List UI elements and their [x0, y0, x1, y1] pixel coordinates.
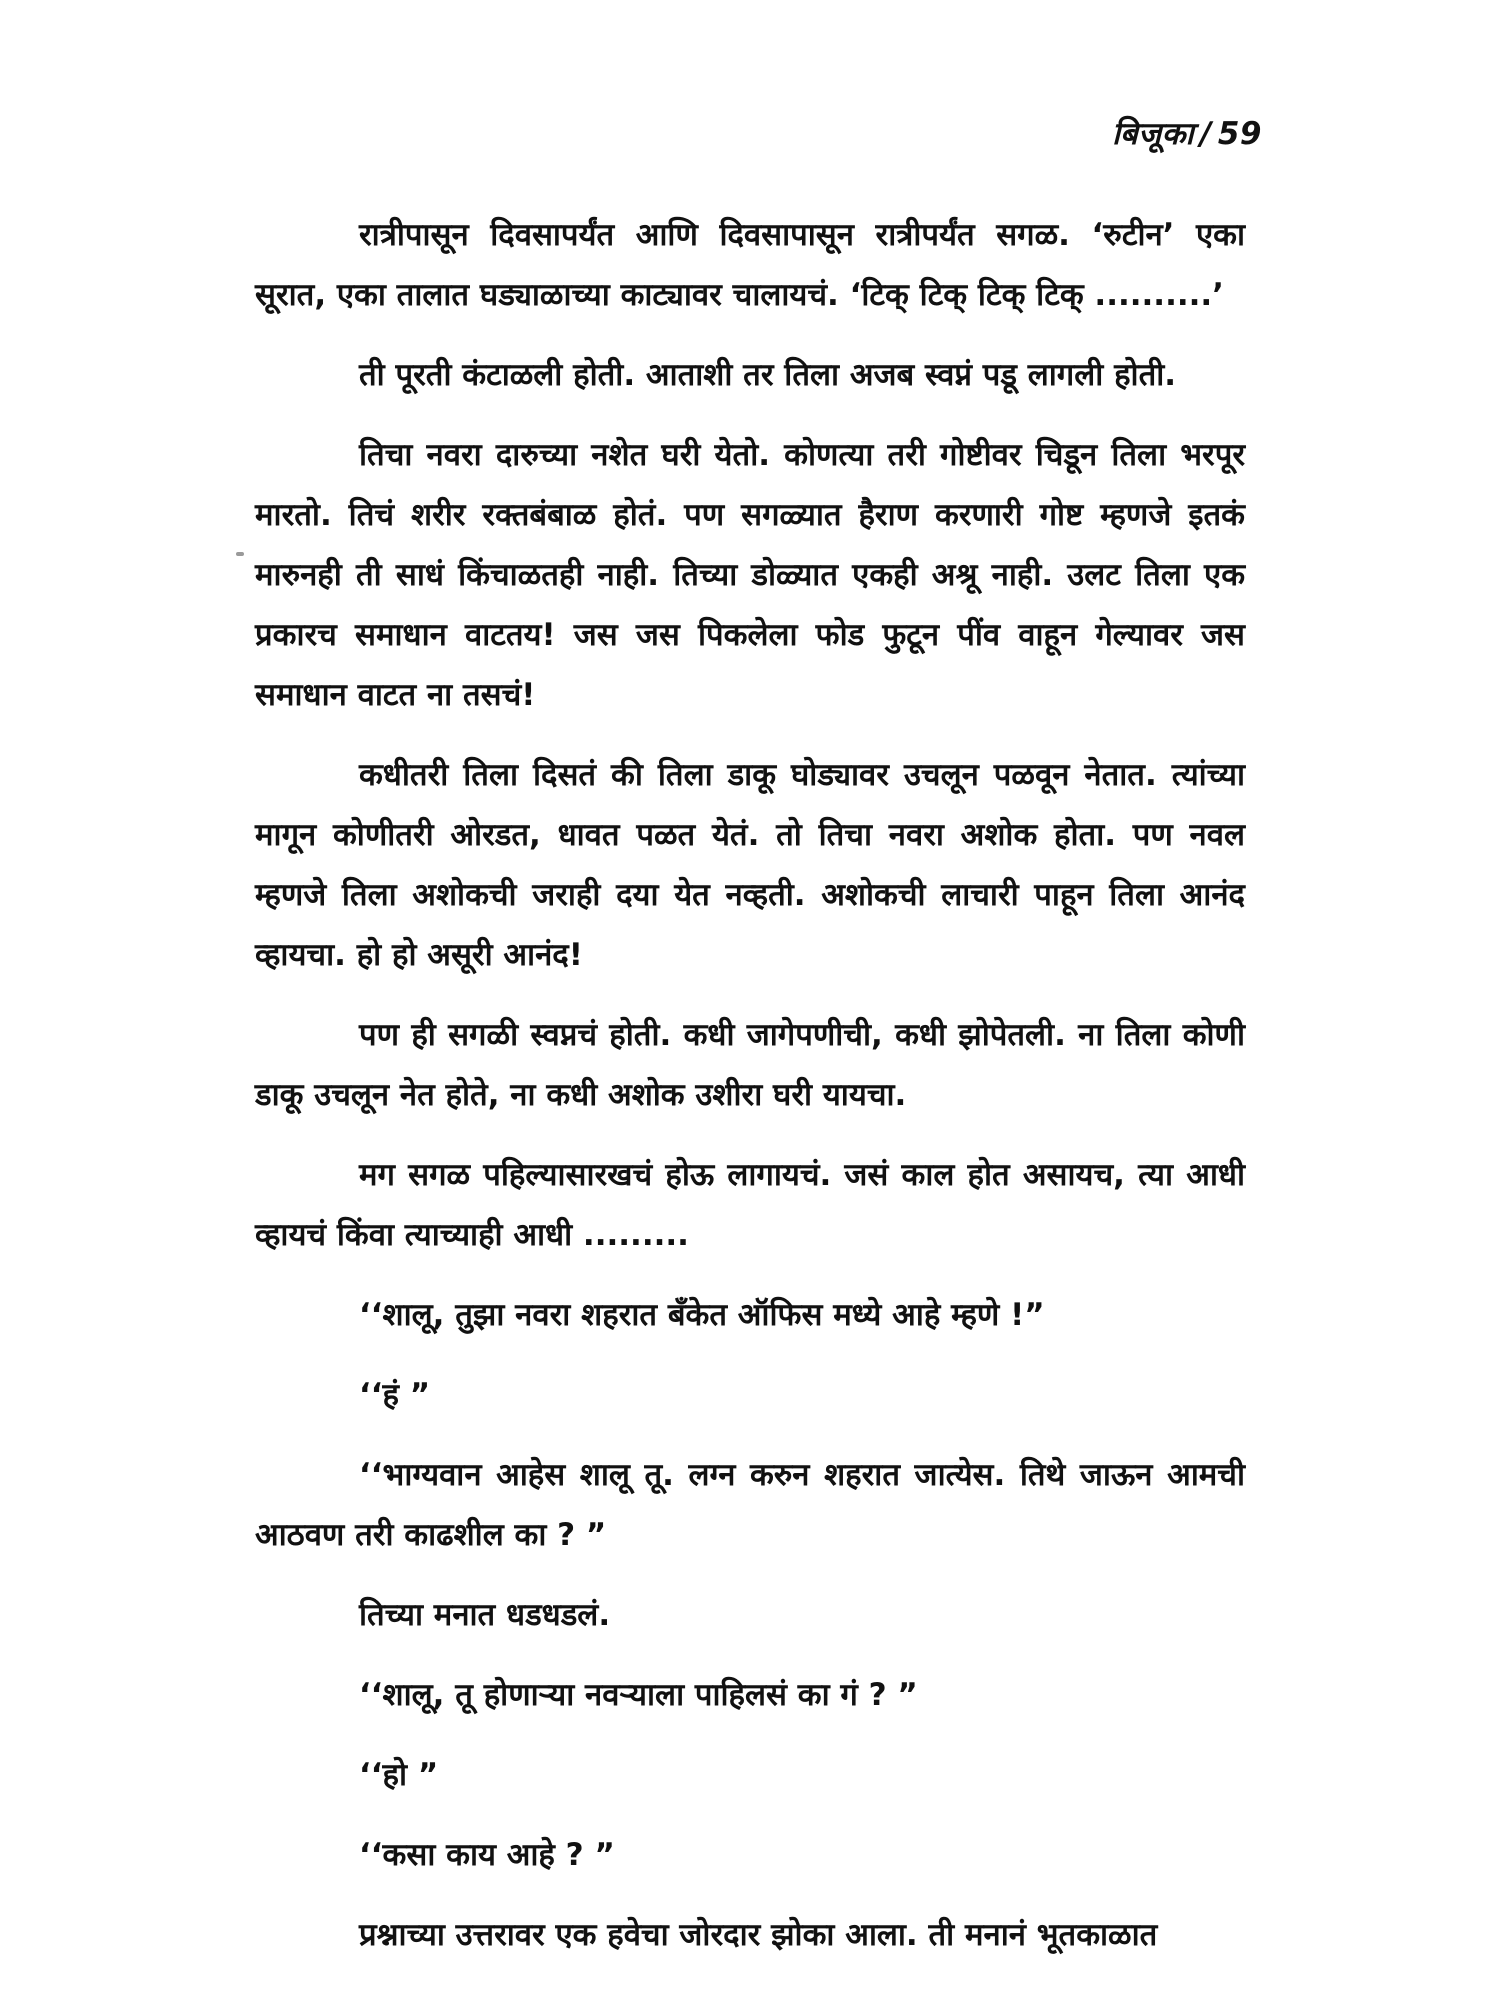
- paragraph-heart-throb: तिच्या मनात धडधडलं.: [359, 1597, 611, 1633]
- dialogue-line: ‘‘शालू, तू होणाऱ्या नवऱ्याला पाहिलसं का गं ? ”: [359, 1677, 918, 1713]
- dialogue-line: ‘‘भाग्यवान आहेस शालू तू. लग्न करुन शहरात जात्येस. तिथे जाऊन आमची आठवण तरी काढशील का ? ”: [255, 1457, 1245, 1553]
- paragraph-only-dreams: पण ही सगळी स्वप्नचं होती. कधी जागेपणीची, कधी झोपेतली. ना तिला कोणी डाकू उचलून नेत होते, ना कधी अशोक उशीरा घरी यायचा.: [255, 1017, 1245, 1113]
- dialogue-line: ‘‘शालू, तुझा नवरा शहरात बँकेत ऑफिस मध्ये आहे म्हणे !”: [359, 1297, 1045, 1333]
- body-text: [255, 205, 1245, 1965]
- paragraph-routine: रात्रीपासून दिवसापर्यंत आणि दिवसापासून रात्रीपर्यंत सगळ. ‘रुटीन’ एका सूरात, एका तालात घड्याळाच्या काट्यावर चालायचं. ‘टिक् टिक् टिक् टिक् ..........’: [255, 217, 1245, 313]
- paragraph-as-before: मग सगळ पहिल्यासारखचं होऊ लागायचं. जसं काल होत असायच, त्या आधी व्हायचं किंवा त्याच्याही आधी .........: [255, 1157, 1245, 1253]
- paragraph-bored: ती पूरती कंटाळली होती. आताशी तर तिला अजब स्वप्नं पडू लागली होती.: [359, 357, 1177, 393]
- paragraph-dream-bandits: कधीतरी तिला दिसतं की तिला डाकू घोड्यावर उचलून पळवून नेतात. त्यांच्या मागून कोणीतरी ओरडत, धावत पळत येतं. तो तिचा नवरा अशोक होता. पण नवल म्हणजे तिला अशोकची जराही दया येत नव्हती. अशोकची लाचारी पाहून तिला आनंद व्हायचा. हो हो असूरी आनंद!: [255, 757, 1245, 973]
- dialogue-line: ‘‘कसा काय आहे ? ”: [359, 1837, 615, 1873]
- running-head: [1112, 112, 1262, 154]
- paragraph-dream-husband: तिचा नवरा दारुच्या नशेत घरी येतो. कोणत्या तरी गोष्टीवर चिडून तिला भरपूर मारतो. तिचं शरीर रक्तबंबाळ होतं. पण सगळ्यात हैराण करणारी गोष्ट म्हणजे इतकं मारुनही ती साधं किंचाळतही नाही. तिच्या डोळ्यात एकही अश्रू नाही. उलट तिला एक प्रकारच समाधान वाटतय! जस जस पिकलेला फोड फुटून पींव वाहून गेल्यावर जस समाधान वाटत ना तसचं!: [255, 437, 1245, 713]
- page-number: 59: [1217, 116, 1262, 152]
- dialogue-line: ‘‘हं ”: [359, 1377, 431, 1413]
- paragraph-final: प्रश्नाच्या उत्तरावर एक हवेचा जोरदार झोका आला. ती मनानं भूतकाळात: [359, 1917, 1158, 1953]
- header-separator: /: [1200, 116, 1212, 152]
- book-title: बिजूका: [1111, 116, 1195, 152]
- dialogue-line: ‘‘हो ”: [359, 1757, 439, 1793]
- print-speck: [236, 552, 244, 556]
